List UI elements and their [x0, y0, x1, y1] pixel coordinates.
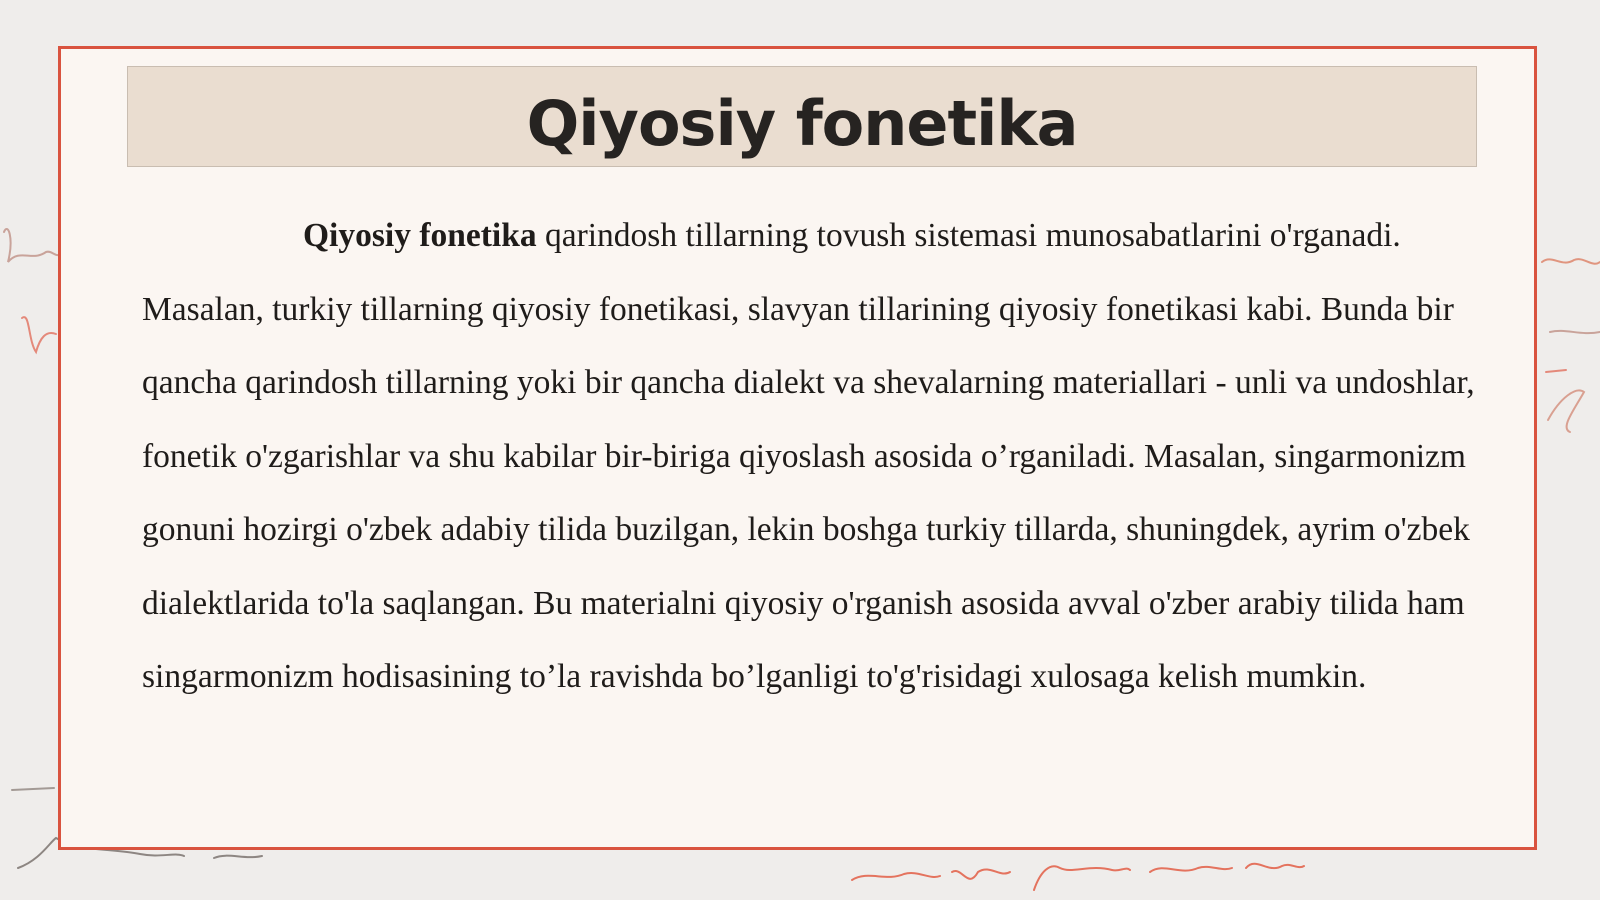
scribble-left-1: [4, 229, 60, 262]
scribble-bottom-1: [852, 873, 940, 880]
scribble-right-4: [1548, 390, 1584, 432]
scribble-right-3: [1546, 370, 1566, 372]
scribble-left-2: [22, 317, 56, 352]
scribble-bottom-3: [1034, 866, 1130, 890]
slide-title: Qiyosiy fonetika: [526, 87, 1078, 160]
body-text: qarindosh tillarning tovush sistemasi munosabatlarini o'rganadi. Masalan, turkiy tillarning qiyosiy fonetikasi, slavyan tillarining qiyosiy fonetikasi kabi. Bunda bir qancha qarindosh tillarning yoki bir qancha dialekt va shevalarning materiallari - unli va undoshlar, fonetik o'zgarishlar va shu kabilar bir-biriga qiyoslash asosida o’rganiladi. Masalan, singarmonizm gonuni hozirgi o'zbek adabiy tilida buzilgan, lekin boshga turkiy tillarda, shuningdek, ayrim o'zbek dialektlarida to'la saqlangan. Bu materialni qiyosiy o'rganish asosida avval o'zber arabiy tilida ham singarmonizm hodisasining to’la ravishda bo’lganligi to'g'risidagi xulosaga kelish mumkin.: [142, 217, 1475, 695]
scribble-right-2: [1550, 331, 1600, 333]
title-bar: [127, 66, 1477, 167]
scribble-bottom-2: [952, 869, 1010, 878]
scribble-right-1: [1542, 259, 1600, 264]
scribble-bottom-5: [1246, 864, 1304, 868]
body-lead-term: Qiyosiy fonetika: [303, 217, 537, 254]
scribble-left-3: [12, 788, 54, 790]
scribble-bottom-4: [1150, 867, 1232, 872]
slide-body-paragraph: [142, 199, 1492, 714]
slide-card: [58, 46, 1537, 850]
